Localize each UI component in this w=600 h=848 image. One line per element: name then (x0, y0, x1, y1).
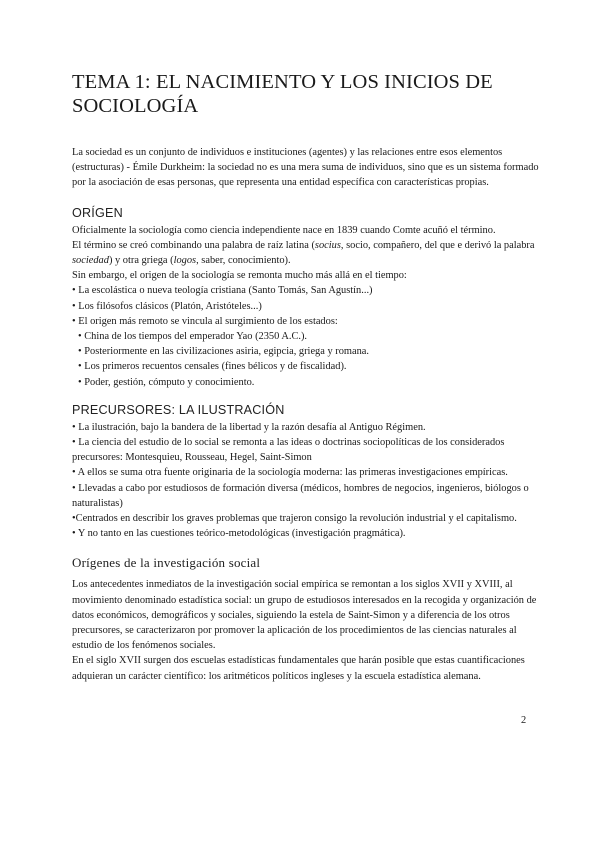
list-item: • El origen más remoto se vincula al surgimiento de los estados: (72, 315, 338, 327)
list-item: •Centrados en describir los graves problemas que trajeron consigo la revolución industrial y el capitalismo. (72, 513, 517, 525)
precursores-bullet-list (72, 420, 547, 542)
investigacion-paragraph-1: Los antecedentes inmediatos de la investigación social empírica se remontan a los siglos XVII y XVIII, al movimiento denominado estadística social: un grupo de estudiosos interesados en la recogida y organización de datos económicos, demográficos y sociales, siguiendo la estela de Saint-Simon y a diferencia de los otros precursores, se caracterizaron por promover la aplicación de los procedimientos de las ciencias naturales al estudio de los fenómenos sociales. (72, 579, 537, 652)
origen-paragraph-1: Oficialmente la sociología como ciencia independiente nace en 1839 cuando Comte acuñó el término. (72, 224, 496, 236)
intro-paragraph: La sociedad es un conjunto de individuos e instituciones (agentes) y las relaciones entre esos elementos (estructuras) - Émile Durkheim: la sociedad no es una mera suma de individuos, sino que es un sistema formado por la asociación de esas personas, que representa una entidad específica con características propias. (72, 147, 539, 189)
list-item: • A ellos se suma otra fuente originaria de la sociología moderna: las primeras investigaciones empíricas. (72, 467, 508, 479)
list-item: • Y no tanto en las cuestiones teórico-metodológicas (investigación pragmática). (72, 528, 406, 540)
origen-bullet-list (72, 283, 547, 329)
text-run: , saber, conocimiento). (196, 255, 291, 267)
section-heading-origen: ORÍGEN (72, 205, 123, 220)
list-item: • Los filósofos clásicos (Platón, Aristóteles...) (72, 300, 262, 312)
origen-paragraph-3: Sin embargo, el origen de la sociología se remonta mucho más allá en el tiempo: (72, 270, 407, 282)
origen-paragraph-2 (72, 238, 547, 268)
origen-sub-bullet-list (72, 329, 547, 390)
list-item: • Los primeros recuentos censales (fines bélicos y de fiscalidad). (78, 361, 347, 373)
page-number: 2 (521, 715, 527, 726)
term-sociedad: sociedad (72, 255, 109, 267)
list-item: • Posteriormente en las civilizaciones asiria, egipcia, griega y romana. (78, 346, 370, 358)
section-heading-investigacion: Orígenes de la investigación social (72, 555, 261, 571)
list-item: • La ilustración, bajo la bandera de la libertad y la razón desafía al Antiguo Régimen. (72, 421, 426, 433)
term-logos: logos (173, 255, 197, 267)
list-item: • La escolástica o nueva teología cristiana (Santo Tomás, San Agustín...) (72, 285, 373, 297)
list-item: • La ciencia del estudio de lo social se remonta a las ideas o doctrinas sociopolíticas de los considerados precursores: Montesquieu, Rousseau, Hegel, Saint-Simon (72, 437, 505, 464)
text-run: El término se creó combinando una palabra de raíz latina ( (72, 239, 315, 251)
list-item: • Poder, gestión, cómputo y conocimiento. (78, 376, 255, 388)
text-run: , socio, compañero, del que e derivó la palabra (340, 239, 535, 251)
term-socius: socius (314, 239, 341, 251)
text-run: ) y otra griega ( (108, 255, 174, 267)
investigacion-paragraph-2: En el siglo XVII surgen dos escuelas estadísticas fundamentales que harán posible que estas cuantificaciones adquieran un carácter científico: los aritméticos políticos ingleses y la escuela estadística alemana. (72, 655, 525, 682)
list-item: • Llevadas a cabo por estudiosos de formación diversa (médicos, hombres de negocios, ingenieros, biólogos o naturalistas) (72, 482, 529, 509)
list-item: • China de los tiempos del emperador Yao (2350 A.C.). (78, 331, 308, 343)
document-title: TEMA 1: EL NACIMIENTO Y LOS INICIOS DE SOCIOLOGÍA (72, 71, 493, 117)
section-heading-precursores: PRECURSORES: LA ILUSTRACIÓN (72, 402, 285, 417)
document-page (72, 70, 547, 684)
